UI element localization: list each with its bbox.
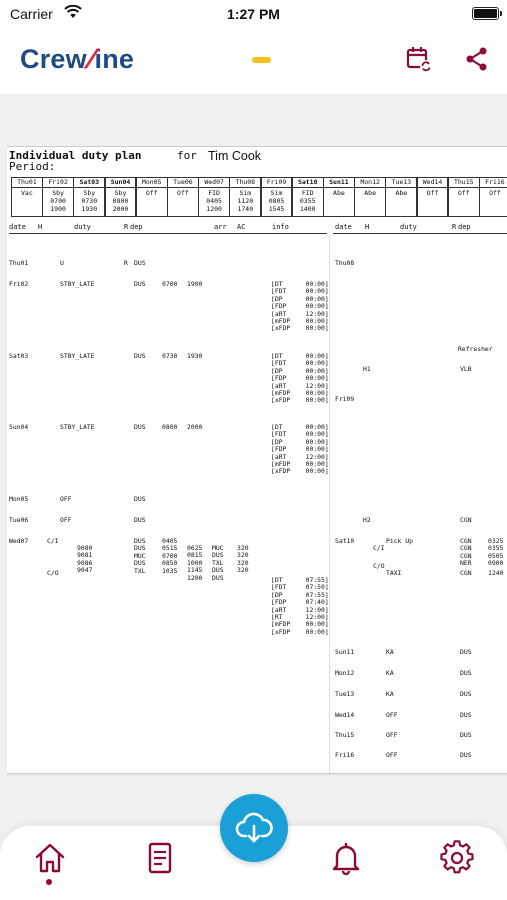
col-r: R <box>124 223 129 231</box>
day-cell-duty: Abe <box>364 189 376 197</box>
row-dep-right: DUS <box>460 711 472 719</box>
loading-indicator <box>252 57 271 63</box>
crew-member-name: Tim Cook <box>208 149 262 163</box>
battery-icon <box>472 7 499 20</box>
day-cell-duty: Off <box>177 189 189 197</box>
cloud-download-icon <box>234 808 274 848</box>
row-date: Tue06 <box>9 516 29 524</box>
day-cell-label: Fri02 <box>43 178 73 188</box>
row-duty: U <box>60 259 64 267</box>
day-cell <box>354 177 386 217</box>
day-cell-label: Sat03 <box>74 178 104 188</box>
active-tab-indicator <box>46 879 52 885</box>
row-duty: OFF <box>60 516 72 524</box>
header-rule-left <box>9 233 327 234</box>
day-cell <box>261 177 293 217</box>
day-cell-duty: Sim 1120 1740 <box>237 189 254 213</box>
row-dep-right: DUS <box>460 731 472 739</box>
row-dep: DUS <box>134 259 146 267</box>
row-duty: STBY_LATE <box>60 280 95 288</box>
row-date-right: Wed14 <box>335 711 355 719</box>
flight-arr-stations: MUC DUS TXL DUS DUS <box>212 544 224 582</box>
day-cell <box>292 177 324 217</box>
row-dep: DUS <box>134 516 146 524</box>
row-date-right: Sun11 <box>335 648 355 656</box>
row-duty-right: OFF <box>386 711 398 719</box>
day-cell-label: Wed07 <box>199 178 229 188</box>
day-cell-duty: FID 0405 1200 <box>206 189 222 213</box>
col-h-right: H <box>365 223 370 231</box>
col-dep-right: dep <box>458 223 471 231</box>
station-time-b: 1240 <box>488 569 504 577</box>
day-cell-duty: Abe <box>395 189 408 197</box>
day-cell <box>385 177 417 217</box>
fdp-block: [DT 00:00] [FDT 00:00] [DP 00:00] [FDP 00:00] [aRT 12:00] [mFDP 00:00] [xFDP 00:00] <box>271 423 329 476</box>
taxi-label: TAXI <box>386 569 402 577</box>
col-h: H <box>38 223 43 231</box>
day-cell-label: Sun04 <box>106 178 136 188</box>
status-time: 1:27 PM <box>227 6 280 22</box>
day-cell-duty: Off <box>145 189 158 197</box>
day-cell-label: Tue13 <box>386 178 416 188</box>
refresher-label: Refresher <box>458 345 493 353</box>
doc-period-label: Period: <box>9 160 56 173</box>
fdp-block: [DT 00:00] [FDT 00:00] [DP 00:00] [FDP 00:00] [aRT 12:00] [mFDP 00:00] [xFDP 00:00] <box>271 352 329 405</box>
row-dep-right: DUS <box>460 751 472 759</box>
check-out-label: C/O <box>47 569 59 577</box>
flight-dep-stations: DUS DUS MUC DUS TXL <box>134 537 146 575</box>
day-cell-duty: Sim 0805 1545 <box>268 189 285 213</box>
check-out-label-right: C/O <box>373 562 385 570</box>
day-cell <box>323 177 355 217</box>
day-summary-row <box>11 177 507 217</box>
station-list: CGN CGN CGN NER <box>460 537 472 568</box>
crewline-logo: Crew/ine <box>20 44 135 74</box>
row-duty: STBY_LATE <box>60 352 95 360</box>
row-duty-right: OFF <box>386 751 398 759</box>
col-duty: duty <box>74 223 91 231</box>
day-cell-label: Sun11 <box>324 178 354 188</box>
flight-aircraft: 320 320 320 320 <box>237 544 249 575</box>
row-duty-right: KA <box>386 648 394 656</box>
col-date-right: date <box>335 223 352 231</box>
fdp-block: [DT 00:00] [FDT 00:00] [DP 00:00] [FDP 00:00] [aRT 12:00] [mFDP 00:00] [xFDP 00:00] <box>271 280 329 333</box>
row-dep: DUS <box>134 280 146 288</box>
col-duty-right: duty <box>400 223 417 231</box>
doc-title: Individual duty plan <box>9 149 142 162</box>
carrier-label: Carrier <box>10 6 53 22</box>
day-cell-duty: Off <box>457 189 470 197</box>
row-dep: DUS <box>134 423 146 431</box>
flight-arr-times: 0625 0815 1000 1145 1200 <box>187 544 203 582</box>
flight-numbers: 9080 9081 9086 9047 <box>77 544 93 575</box>
row-date: Sun04 <box>9 423 29 431</box>
row-date-right: Tue13 <box>335 690 355 698</box>
day-cell-duty: Off <box>426 189 439 197</box>
day-cell <box>73 177 105 217</box>
day-cell <box>42 177 74 217</box>
column-divider <box>329 235 330 773</box>
day-cell <box>448 177 480 217</box>
h2-label: H2 <box>363 516 371 524</box>
pickup-label: Pick Up <box>386 537 413 545</box>
day-cell-label: Thu08 <box>230 178 260 188</box>
bell-icon[interactable] <box>328 840 364 876</box>
row-time-end: 2000 <box>187 423 203 431</box>
status-bar <box>0 0 507 30</box>
check-in-label: C/I <box>47 537 59 545</box>
day-cell-label: Wed14 <box>418 178 448 188</box>
document-icon[interactable] <box>142 840 178 876</box>
day-cell <box>229 177 261 217</box>
day-cell <box>198 177 230 217</box>
day-cell-label: Mon05 <box>137 178 167 188</box>
day-cell-duty: FID 0355 1400 <box>299 189 316 213</box>
row-date: Fri02 <box>9 280 29 288</box>
row-time-start: 0800 <box>162 423 178 431</box>
row-dep-right: DUS <box>460 690 472 698</box>
day-cell <box>136 177 168 217</box>
row-dep-right: DUS <box>460 669 472 677</box>
row-duty-right: KA <box>386 669 394 677</box>
doc-for-label: for <box>177 149 197 162</box>
day-cell-label: Fri16 <box>480 178 507 188</box>
row-date-right: Fri16 <box>335 751 355 759</box>
day-cell <box>479 177 507 217</box>
row-duty: OFF <box>60 495 72 503</box>
check-in-label-right: C/I <box>373 544 385 552</box>
row-dep: DUS <box>134 495 146 503</box>
row-date: Thu01 <box>9 259 29 267</box>
day-cell-duty: Sby 0730 1930 <box>81 189 98 213</box>
app-header <box>0 30 507 94</box>
row-duty: STBY_LATE <box>60 423 95 431</box>
station-times: 0325 0355 0505 0900 <box>488 537 504 568</box>
day-cell <box>105 177 137 217</box>
day-cell-duty: Sby 0800 2000 <box>112 189 129 213</box>
col-date: date <box>9 223 26 231</box>
day-cell-duty: Sby 0700 1900 <box>50 189 66 213</box>
gear-icon[interactable] <box>439 840 475 876</box>
station-cgn: CGN <box>460 516 472 524</box>
row-date: Wed07 <box>9 537 29 545</box>
col-r-right: R <box>452 223 457 231</box>
row-date: Sat03 <box>9 352 29 360</box>
day-cell-duty: Abe <box>333 189 345 197</box>
col-ac: AC <box>237 223 246 231</box>
day-cell <box>167 177 199 217</box>
row-duty-right: OFF <box>386 731 398 739</box>
day-cell-label: Tue06 <box>168 178 198 188</box>
row-dep: DUS <box>134 352 146 360</box>
day-cell-label: Sat10 <box>293 178 323 188</box>
day-cell-label: Thu15 <box>449 178 479 188</box>
day-cell <box>417 177 449 217</box>
col-info: info <box>272 223 289 231</box>
header-rule-right <box>333 233 507 234</box>
fdp-block: [DT 07:55] [FDT 07:50] [DP 07:55] [FDP 07:40] [aRT 12:00] [RT 12:00] [mFDP 00:00] [xFDP 00:00] <box>271 576 329 636</box>
col-dep: dep <box>130 223 143 231</box>
vlb-label: VLB <box>460 365 472 373</box>
h1-label: H1 <box>363 365 371 373</box>
row-time-end: 1900 <box>187 280 203 288</box>
row-r: R <box>124 259 128 267</box>
duty-plan-document[interactable] <box>7 146 507 774</box>
row-time-start: 0730 <box>162 352 178 360</box>
station-cgn-b: CGN <box>460 569 472 577</box>
row-date-right: Thu08 <box>335 259 355 267</box>
row-date: Mon05 <box>9 495 29 503</box>
row-time-start: 0700 <box>162 280 178 288</box>
day-cell <box>11 177 43 217</box>
day-cell-label: Thu01 <box>12 178 42 188</box>
day-cell-label: Mon12 <box>355 178 385 188</box>
row-dep-right: DUS <box>460 648 472 656</box>
col-arr: arr <box>214 223 227 231</box>
day-cell-label: Fri09 <box>262 178 292 188</box>
row-date-right: Fri09 <box>335 395 355 403</box>
row-date-right: Thu15 <box>335 731 355 739</box>
row-time-end: 1930 <box>187 352 203 360</box>
home-icon[interactable] <box>32 840 68 876</box>
day-cell-duty: Vac <box>21 189 33 197</box>
row-duty-right: KA <box>386 690 394 698</box>
row-date-right: Mon12 <box>335 669 355 677</box>
cloud-download-button[interactable] <box>220 794 288 862</box>
row-date-right: Sat10 <box>335 537 355 545</box>
flight-dep-times: 0405 0515 0700 0850 1035 <box>162 537 178 575</box>
share-icon[interactable] <box>462 44 492 74</box>
calendar-sync-icon[interactable] <box>404 44 434 74</box>
day-cell-duty: Off <box>489 189 501 197</box>
